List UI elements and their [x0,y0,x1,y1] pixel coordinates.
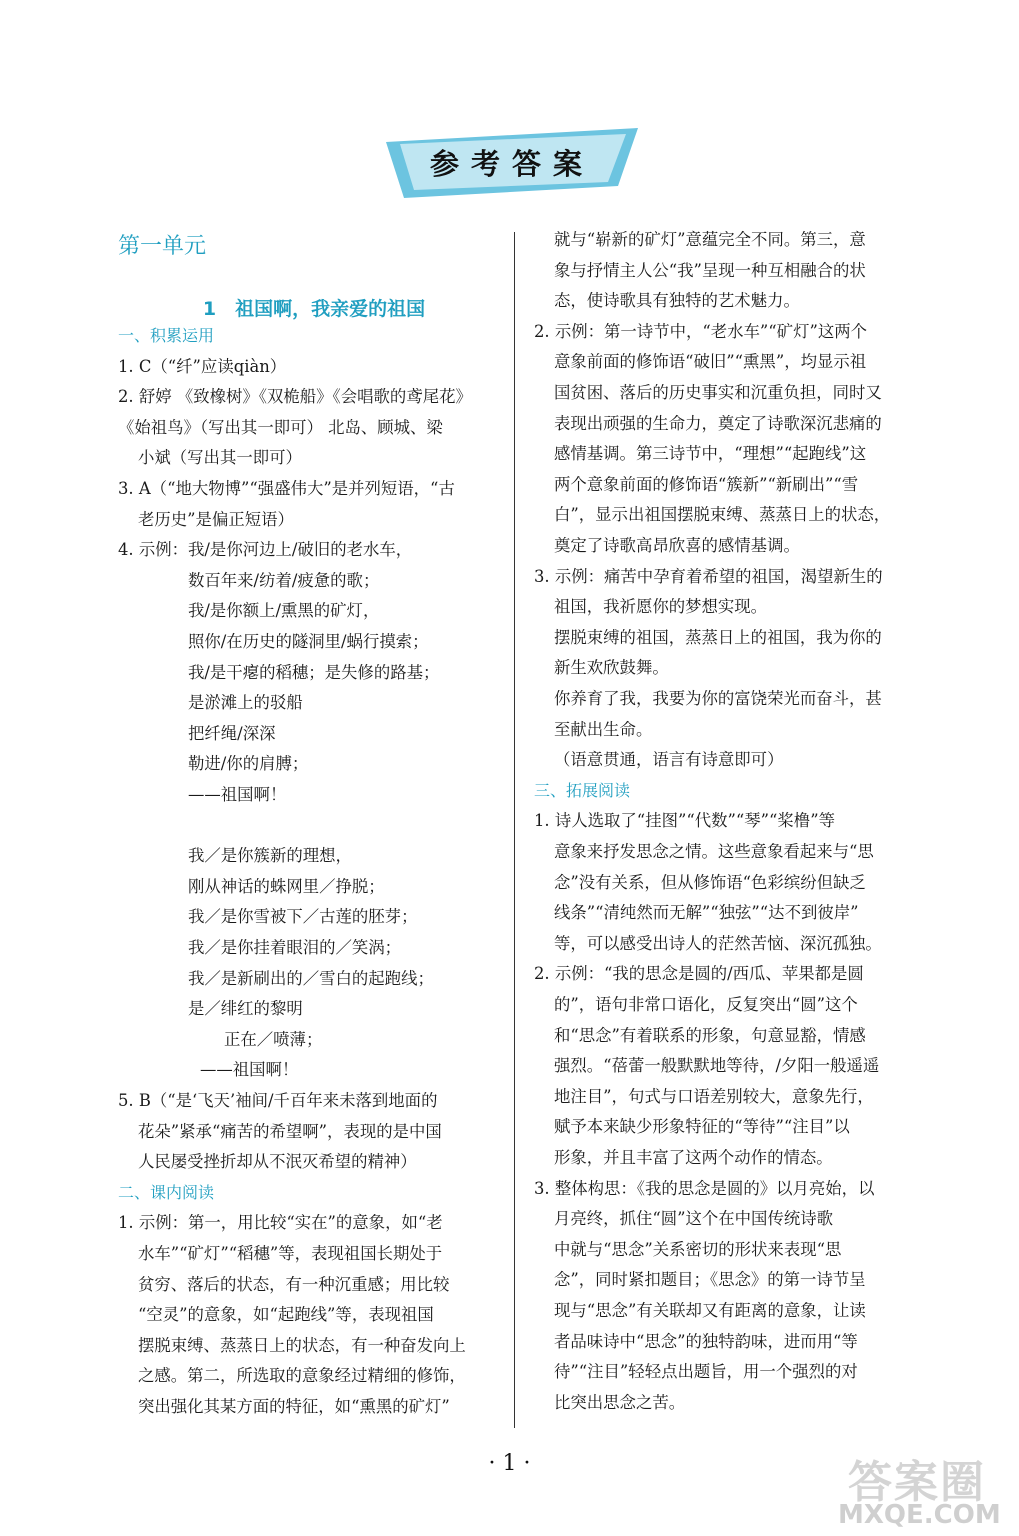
answer-line: 国贫困、落后的历史事实和沉重负担，同时又 [554,383,882,402]
answer-line: 老历史”是偏正短语） [138,509,294,529]
answer-line: 勒进/你的肩膊； [188,754,309,774]
lesson-title: 1 祖国啊，我亲爱的祖国 [202,298,426,320]
answer-line: 强烈。“蓓蕾一般默默地等待，/夕阳一般遥遥 [554,1056,880,1076]
unit-heading: 第一单元 [118,234,207,259]
answer-line: 突出强化其某方面的特征，如“熏黑的矿灯” [138,1397,450,1416]
answer-line: 比突出思念之苦。 [554,1392,686,1412]
answer-line: 2. 舒婷 《致橡树》《双桅船》《会唱歌的鸢尾花》 [118,387,472,407]
answer-line: 奠定了诗歌高昂欣喜的感情基调。 [554,536,800,555]
answer-line: 态，使诗歌具有独特的艺术魅力。 [554,291,800,311]
answer-line: 我／是你雪被下／古莲的胚芽； [188,907,418,927]
answer-line: 象与抒情主人公“我”呈现一种互相融合的状 [554,260,866,280]
answer-line: 2. 示例：第一诗节中，“老水车”“矿灯”这两个 [534,321,868,341]
answer-line: 我/是你额上/熏黑的矿灯， [188,601,380,621]
answer-line: 地注目”，句式与口语差别较大，意象先行， [554,1086,874,1106]
answer-line: 待”“注目”轻轻点出题旨，用一个强烈的对 [554,1362,858,1382]
answer-line: 刚从神话的蛛网里／挣脱； [188,876,385,896]
answer-line: 5. B（“是‘飞天’袖间/千百年来未落到地面的 [118,1091,438,1110]
answer-line: 念”，同时紧扣题目；《思念》的第一诗节呈 [554,1270,866,1290]
answer-line: 小斌（写出其一即可） [138,448,302,468]
section-heading: 二、课内阅读 [118,1182,215,1202]
answer-line: 我／是你簇新的理想， [188,846,352,866]
answer-line: 月亮终，抓住“圆”这个在中国传统诗歌 [554,1209,834,1229]
answer-line: 表现出顽强的生命力，奠定了诗歌深沉悲痛的 [554,413,882,433]
answer-line: 3. A（“地大物博”“强盛伟大”是并列短语，“古 [118,479,455,498]
answer-line: 正在／喷薄； [224,1029,323,1049]
answer-line: 4. 示例：我/是你河边上/破旧的老水车， [118,540,413,560]
answer-line: 1. 诗人选取了“挂图”“代数”“琴”“桨橹”等 [534,811,835,831]
answer-line: 祖国，我祈愿你的梦想实现。 [554,597,768,617]
answer-line: 数百年来/纺着/疲惫的歌； [188,570,380,590]
answer-line: 3. 整体构思：《我的思念是圆的》以月亮始，以 [534,1178,875,1198]
answer-line: （语意贯通，语言有诗意即可） [554,750,784,770]
answer-line: 是淤滩上的驳船 [188,693,303,713]
answer-line: 意象前面的修饰语“破旧”“熏黑”，均显示祖 [554,352,867,372]
answer-line: 1. C（“纤”应读qiàn） [118,356,287,376]
section-heading: 三、拓展阅读 [534,780,631,800]
answer-line: 2. 示例：“我的思念是圆的/西瓜、苹果都是圆 [534,964,864,984]
answer-line: 1. 示例：第一，用比较“实在”的意象，如“老 [118,1213,443,1233]
banner-title: 参考答案 [429,147,594,181]
answer-line: 中就与“思念”关系密切的形状来表现“思 [554,1239,842,1259]
answer-banner [386,128,638,198]
answer-line: 线条”“清纯然而无解”“独弦”“达不到彼岸” [554,903,859,923]
answer-line: ——祖国啊！ [188,785,287,804]
answer-line: 者品味诗中“思念”的独特韵味，进而用“等 [554,1331,858,1351]
answer-line: 就与“崭新的矿灯”意蕴完全不同。第三，意 [554,230,866,249]
answer-line: 我／是新刷出的／雪白的起跑线； [188,968,434,988]
page-number: · 1 · [488,1451,531,1476]
answer-line: 和“思念”有着联系的形象，句意显豁，情感 [554,1025,866,1045]
answer-line: 水车”“矿灯”“稻穗”等，表现祖国长期处于 [138,1244,443,1263]
answer-line: “空灵”的意象，如“起跑线”等，表现祖国 [138,1305,434,1325]
answer-line: 摆脱束缚的祖国，蒸蒸日上的祖国，我为你的 [554,627,882,647]
answer-line: 我/是干瘪的稻穗；是失修的路基； [188,662,440,682]
section-heading: 一、积累运用 [118,326,215,345]
answer-line: 我／是你挂着眼泪的／笑涡； [188,938,402,957]
watermark-url: MXQE.COM [838,1500,1001,1530]
answer-line: 3. 示例：痛苦中孕育着希望的祖国，渴望新生的 [534,566,883,586]
answer-line: 人民屡受挫折却从不泯灭希望的精神） [138,1152,417,1172]
column-divider [514,232,515,1428]
answer-line: 是／绯红的黎明 [188,999,303,1019]
answer-line: 白”，显示出祖国摆脱束缚、蒸蒸日上的状态， [554,505,891,525]
answer-line: 念”没有关系，但从修饰语“色彩缤纷但缺乏 [554,872,866,892]
answer-line: 花朵”紧承“痛苦的希望啊”，表现的是中国 [138,1121,442,1141]
answer-line: 感情基调。第三诗节中，“理想”“起跑线”这 [554,444,867,464]
answer-line: 现与“思念”有关联却又有距离的意象，让读 [554,1301,866,1320]
answer-line: 《始祖鸟》（写出其一即可） 北岛、顾城、梁 [118,417,443,437]
answer-line: 之感。第二，所选取的意象经过精细的修饰， [138,1366,466,1386]
answer-line: 的”，语句非常口语化，反复突出“圆”这个 [554,995,858,1014]
answer-line: 新生欢欣鼓舞。 [554,658,669,678]
answer-line: 贫穷、落后的状态，有一种沉重感；用比较 [138,1274,450,1294]
answer-line: ——祖国啊！ [200,1060,299,1080]
watermark-brand: 答案圈 [848,1457,986,1508]
answer-line: 至献出生命。 [554,719,653,739]
answer-line: 形象，并且丰富了这两个动作的情态。 [554,1148,833,1167]
answer-line: 意象来抒发思念之情。这些意象看起来与“思 [554,842,874,861]
answer-line: 赋予本来缺少形象特征的“等待”“注目”以 [554,1117,850,1137]
answer-line: 两个意象前面的修饰语“簇新”“新刷出”“雪 [554,474,859,494]
answer-line: 摆脱束缚、蒸蒸日上的状态，有一种奋发向上 [138,1335,466,1355]
answer-line: 把纤绳/深深 [188,723,276,743]
answer-line: 你养育了我，我要为你的富饶荣光而奋斗，甚 [554,689,882,708]
watermark-logo [838,1440,1014,1532]
answer-line: 照你/在历史的隧洞里/蜗行摸索； [188,632,429,651]
answer-line: 等，可以感受出诗人的茫然苦恼、深沉孤独。 [554,933,882,953]
